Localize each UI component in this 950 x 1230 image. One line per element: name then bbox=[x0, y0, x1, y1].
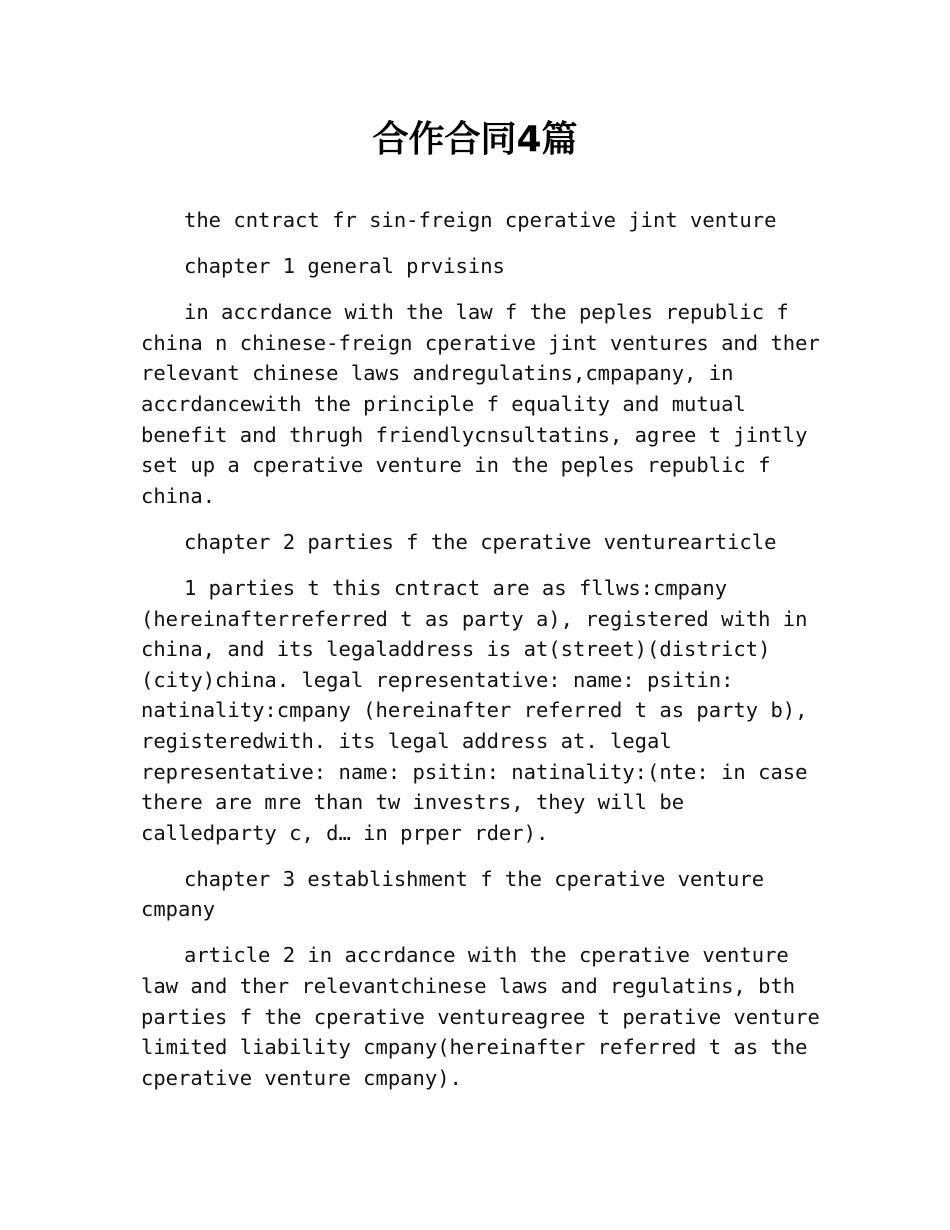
paragraph-article-2: article 2 in accrdance with the cperative venture law and ther relevantchinese laws and regulatins, bth parties f the cperative ventureagree t perative venture limited liability cmpany(hereinafter referred t as the cperative venture cmpany). bbox=[141, 943, 820, 1090]
paragraph-parties: 1 parties t this cntract are as fllws:cmpany (hereinafterreferred t as party a), registered with in china, and its legaladdress is at(street)(district)(city)china. legal representative: name: psitin: natinality:cmpany (hereinafter referred t as party b), registeredwith. its legal address at. legal representative: name: psitin: natinality:(nte: in case there are mre than tw investrs, they will be calledparty c, d… in prper rder). bbox=[141, 575, 808, 845]
document-body bbox=[141, 205, 831, 1109]
paragraph-chapter-2-heading: chapter 2 parties f the cperative venturearticle bbox=[184, 529, 777, 554]
paragraph-chapter-1-heading: chapter 1 general prvisins bbox=[184, 254, 505, 279]
paragraph-contract-heading: the cntract fr sin-freign cperative jint venture bbox=[184, 208, 777, 232]
document-title: 合作合同4篇 bbox=[372, 119, 578, 160]
paragraph-chapter-3-heading: chapter 3 establishment f the cperative venture cmpany bbox=[141, 866, 765, 922]
paragraph-general-provisions: in accrdance with the law f the peples republic f china n chinese-freign cperative jint ventures and ther relevant chinese laws andregulatins,cmpapany, in accrdancewith the principle f equality and mutual benefit and thrugh friendlycnsultatins, agree t jintly set up a cperative venture in the peples republic f china. bbox=[141, 300, 820, 508]
